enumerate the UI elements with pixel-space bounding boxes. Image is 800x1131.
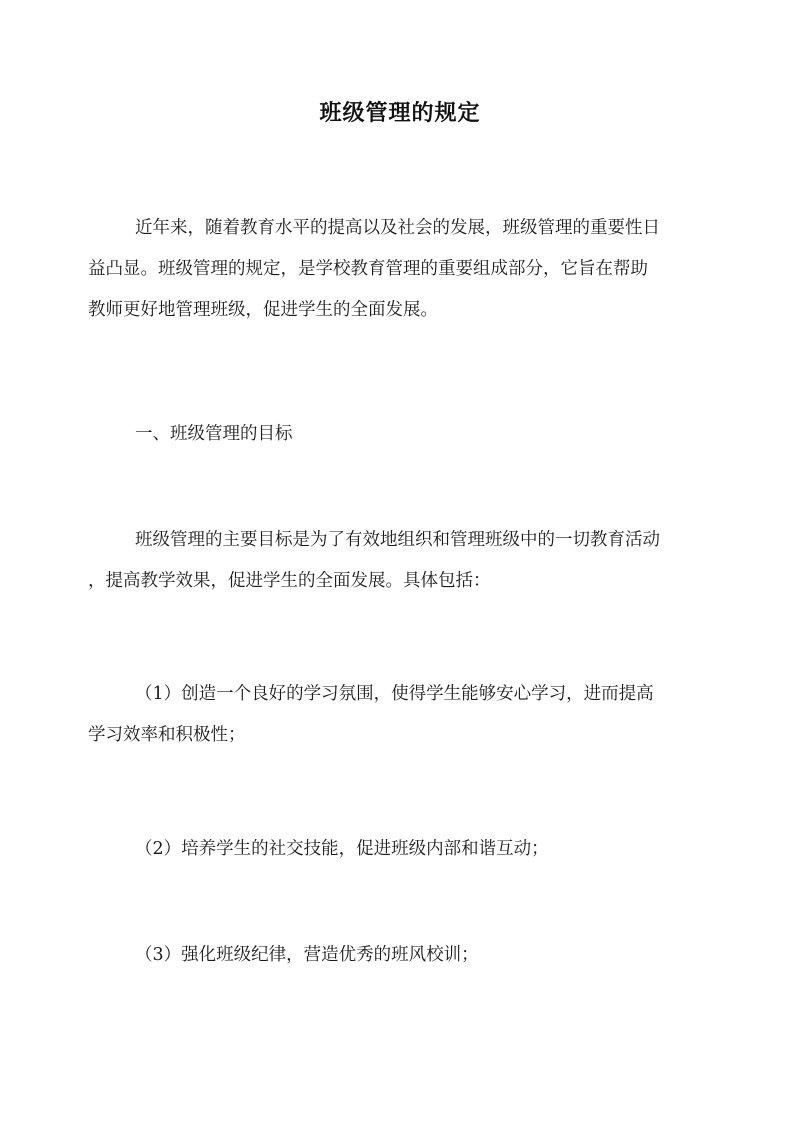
goal-intro-line-2: ，提高教学效果，促进学生的全面发展。具体包括： [88,571,491,591]
goal-item-2 [88,829,716,870]
document-title: 班级管理的规定 [319,100,481,126]
goal-item-3-text: （3）强化班级纪律，营造优秀的班风校训； [135,945,479,965]
intro-line-3: 教师更好地管理班级，促进学生的全面发展。 [88,300,438,320]
goal-intro-paragraph [88,520,716,602]
goal-item-3 [88,935,716,976]
goal-item-1-line-1: （1）创造一个良好的学习氛围，使得学生能够安心学习，进而提高 [135,684,654,704]
intro-paragraph [88,208,716,331]
intro-line-1: 近年来，随着教育水平的提高以及社会的发展，班级管理的重要性日 [135,218,660,238]
intro-line-2: 益凸显。班级管理的规定，是学校教育管理的重要组成部分，它旨在帮助 [88,259,648,279]
goal-item-1 [88,674,716,756]
section-1-heading: 一、班级管理的目标 [135,424,293,444]
goal-item-1-line-2: 学习效率和积极性； [88,725,246,745]
goal-intro-line-1: 班级管理的主要目标是为了有效地组织和管理班级中的一切教育活动 [135,530,660,550]
section-heading [88,414,716,455]
goal-item-2-text: （2）培养学生的社交技能，促进班级内部和谐互动； [135,839,549,859]
